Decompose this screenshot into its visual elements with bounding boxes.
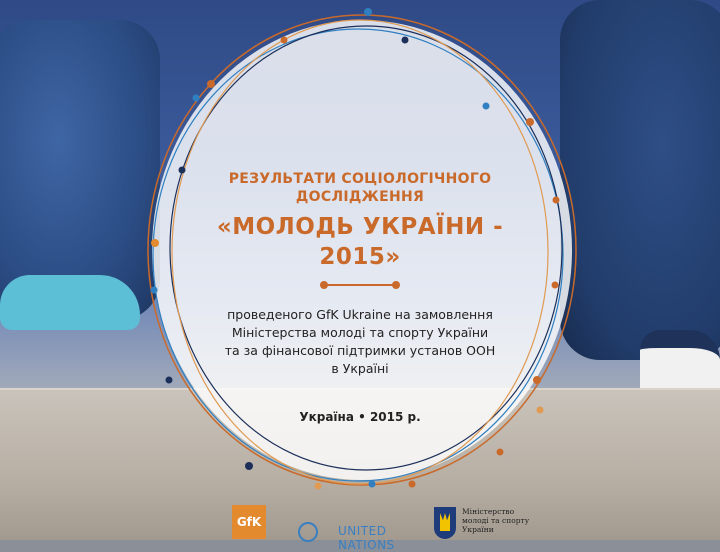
description-line: та за фінансової підтримки установ ООН: [224, 343, 496, 358]
title-divider: [320, 280, 400, 290]
description-line: Міністерства молоді та спорту України: [231, 325, 489, 340]
place-and-year: Україна • 2015 р.: [299, 410, 421, 424]
un-logo-text: UNITED NATIONS: [338, 524, 395, 552]
divider-dot-left: [320, 281, 328, 289]
ministry-line: України: [462, 525, 494, 534]
un-emblem-icon: [298, 522, 318, 542]
ministry-line: Міністерство: [462, 507, 515, 516]
description-line: проведеного GfK Ukraine на замовлення: [227, 307, 493, 322]
report-description: [200, 306, 520, 378]
gfk-logo-text: GfK: [236, 515, 262, 529]
divider-dot-right: [392, 281, 400, 289]
report-title: [200, 212, 520, 272]
divider-line: [324, 284, 396, 286]
report-heading: [200, 170, 520, 206]
report-heading-line-1: РЕЗУЛЬТАТИ СОЦІОЛОГІЧНОГО: [228, 171, 492, 187]
trident-icon: [434, 507, 456, 539]
gfk-logo: [232, 505, 266, 539]
report-title-line-1: «МОЛОДЬ УКРАЇНИ -: [216, 214, 504, 240]
report-title-line-2: 2015»: [319, 244, 401, 270]
united-nations-logo: [298, 522, 418, 552]
cover-text-block: [200, 170, 520, 424]
ministry-logo-text: [462, 507, 529, 534]
description-line: в Україні: [331, 361, 389, 376]
report-heading-line-2: ДОСЛІДЖЕННЯ: [295, 189, 425, 205]
ministry-logo: [430, 505, 540, 540]
ministry-line: молоді та спорту: [462, 516, 530, 525]
